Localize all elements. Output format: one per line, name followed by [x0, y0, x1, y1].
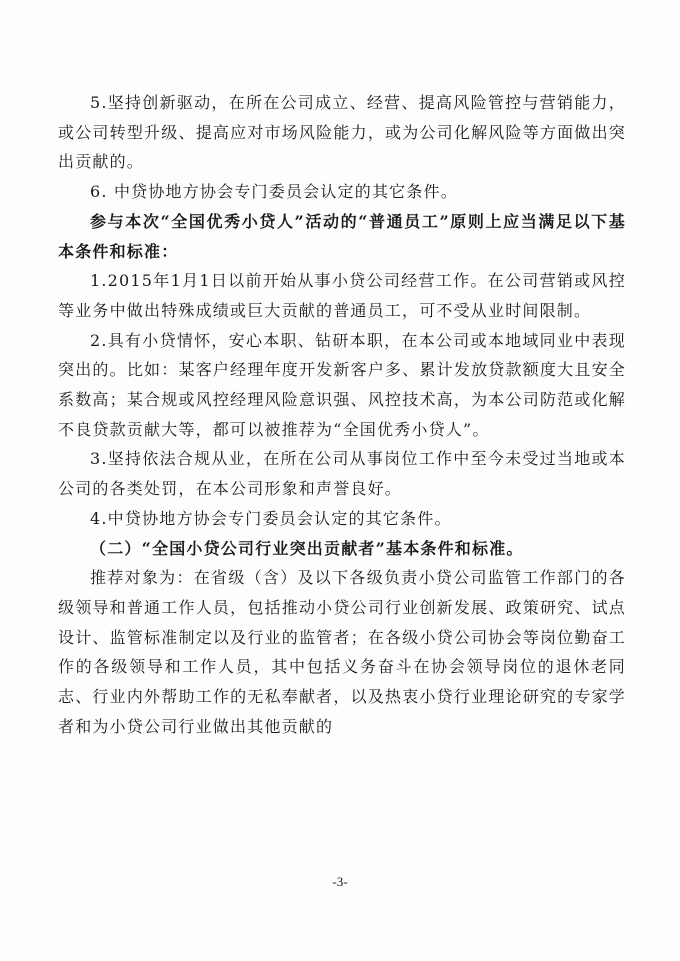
section-heading-contributor: （二）“全国小贷公司行业突出贡献者”基本条件和标准。 — [90, 538, 524, 558]
paragraph-contributor-description: 推荐对象为：在省级（含）及以下各级负责小贷公司监管工作部门的各级领导和普通工作人员，包括推动小贷公司行业创新发展、政策研究、试点设计、监管标准制定以及行业的监管者；在各级小贷公司协会等岗位勤奋工作的各级领导和工作人员，其中包括义务奋斗在协会领导岗位的退休老同志、行业内外帮助工作的无私奉献者，以及热衷小贷行业理论研究的专家学者和为小贷公司行业做出其他贡献的 — [58, 568, 626, 736]
paragraph-item-6: 6. 中贷协地方协会专门委员会认定的其它条件。 — [90, 182, 458, 202]
paragraph-staff-criteria-intro: 参与本次“全国优秀小贷人”活动的“普通员工”原则上应当满足以下基本条件和标准： — [58, 211, 626, 261]
paragraph-staff-item-4: 4.中贷协地方协会专门委员会认定的其它条件。 — [90, 508, 452, 528]
page-number: -3- — [332, 874, 348, 889]
document-body — [58, 88, 626, 741]
paragraph-staff-item-2: 2.具有小贷情怀，安心本职、钻研本职，在本公司或本地域同业中表现突出的。比如：某客户经理年度开发新客户多、累计发放贷款额度大且安全系数高；某合规或风控经理风险意识强、风控技术高，为本公司防范或化解不良贷款贡献大等，都可以被推荐为“全国优秀小贷人”。 — [58, 330, 626, 439]
paragraph-staff-item-1: 1.2015年1月1日以前开始从事小贷公司经营工作。在公司营销或风控等业务中做出特殊成绩或巨大贡献的普通员工，可不受从业时间限制。 — [58, 271, 626, 320]
paragraph-item-5: 5.坚持创新驱动，在所在公司成立、经营、提高风险管控与营销能力，或公司转型升级、提高应对市场风险能力，或为公司化解风险等方面做出突出贡献的。 — [58, 93, 626, 172]
paragraph-staff-item-3: 3.坚持依法合规从业，在所在公司从事岗位工作中至今未受过当地或本公司的各类处罚，在本公司形象和声誉良好。 — [58, 449, 626, 499]
